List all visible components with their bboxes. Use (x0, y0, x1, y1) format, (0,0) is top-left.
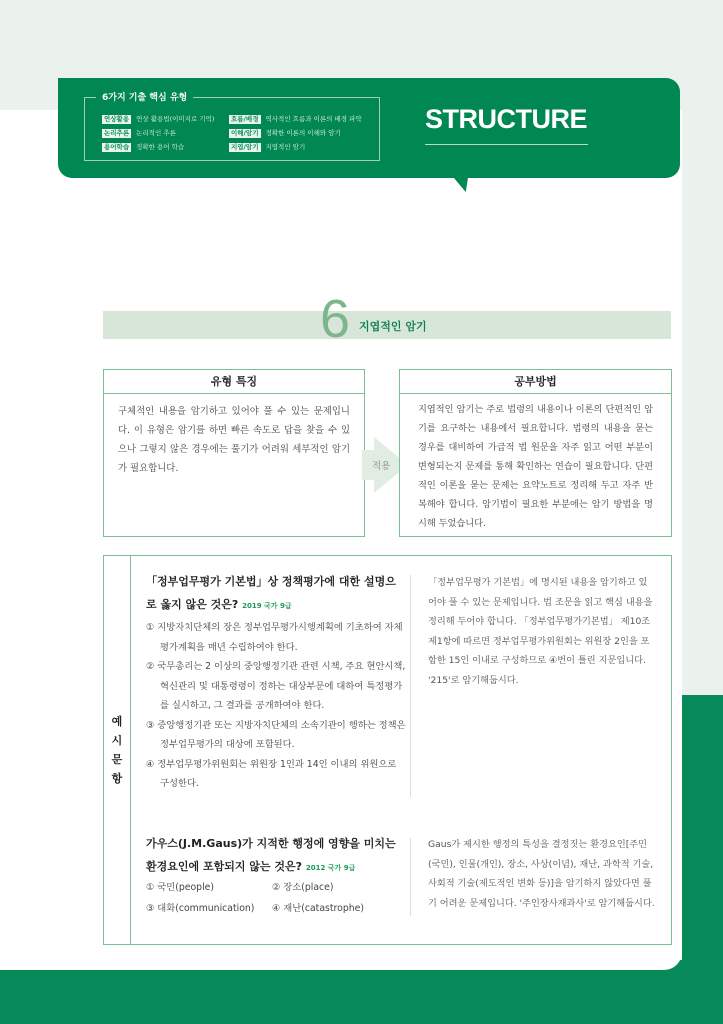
option: ① 지방자치단체의 장은 정부업무평가시행계획에 기초하여 자체평가계획을 매년 수립하여야 한다. (146, 622, 403, 653)
type-item: 지엽/암기 지엽적인 암기 (231, 143, 306, 151)
divider (425, 144, 588, 145)
method-title: 공부방법 (400, 370, 671, 394)
feature-title: 유형 특징 (104, 370, 364, 394)
apply-label: 적용 (372, 461, 391, 472)
option: ② 국무총리는 2 이상의 중앙행정기관 관련 시책, 주요 현안시책, 혁신관리 및 대통령령이 정하는 대상부문에 대하여 특정평가를 실시하고, 그 결과를 공개하여야 한다. (146, 661, 406, 711)
examples-label: 예시문항 (111, 715, 123, 785)
feature-body: 구체적인 내용을 암기하고 있어야 풀 수 있는 문제입니다. 이 유형은 암기를 하면 빠른 속도로 답을 찾을 수 있으나 그렇지 않은 경우에는 풀기가 어려워 세부적인 암기가 필요합니다. (118, 406, 350, 474)
divider (410, 838, 411, 916)
type-item: 연상활용 연상 활용법(이미지로 기억) (104, 115, 215, 123)
option: ④ 재난(catastrophe) (272, 903, 364, 914)
type-item: 용어학습 정확한 용어 학습 (104, 143, 185, 151)
q1-options (146, 618, 406, 794)
structure-title: STRUCTURE (425, 104, 587, 134)
option: ③ 대화(communication) (146, 903, 255, 914)
method-body: 지엽적인 암기는 주로 법령의 내용이나 이론의 단편적인 암기를 요구하는 내용에서 필요합니다. 법령의 내용을 묻는 경우를 대비하여 가급적 법 원문을 자주 읽고 어떤 부분이 변형되는지 문제를 통해 확인하는 연습이 필요합니다. 단편적인 이론을 묻는 문제는 요약노트로 정리해 두고 자주 반복해야 합니다. 암기법이 필요한 부분에는 암기 방법을 명시해 두었습니다. (418, 404, 653, 529)
section-title: 지엽적인 암기 (359, 320, 427, 333)
section-number: 6 (320, 289, 351, 349)
type-item: 이해/암기 정확한 이론의 이해와 암기 (231, 129, 341, 137)
question-1: 「정부업무평가 기본법」상 정책평가에 대한 설명으로 옳지 않은 것은? 2019 국가 9급 (146, 575, 396, 611)
type-item: 흐름/배경 역사적인 흐름과 이론의 배경 파악 (231, 115, 362, 123)
option: ④ 정부업무평가위원회는 위원장 1인과 14인 이내의 위원으로 구성한다. (146, 758, 397, 789)
divider (410, 575, 411, 797)
option: ② 장소(place) (272, 882, 334, 893)
feature-box (103, 369, 365, 537)
option: ① 국민(people) (146, 882, 215, 893)
question-2: 가우스(J.M.Gaus)가 지적한 행정에 영향을 미치는 환경요인에 포함되지 않는 것은? 2012 국가 9급 (146, 837, 396, 873)
type-item: 논리추론 논리적인 추론 (104, 129, 176, 137)
types-title: 6가지 기출 핵심 유형 (96, 90, 193, 103)
q1-explanation: 「정부업무평가 기본법」에 명시된 내용을 암기하고 있어야 풀 수 있는 문제입니다. 법 조문을 읽고 핵심 내용을 정리해 두어야 합니다. 「정부업무평가기본법」 제10조 제1항에 따르면 정부업무평가위원회는 위원장 2인을 포함한 15인 이내로 구성하므로 ④번이 틀린 지문입니다. '215'로 암기해둡시다. (428, 577, 653, 686)
option: ③ 중앙행정기관 또는 지방자치단체의 소속기관이 행하는 정책은 정부업무평가의 대상에 포함된다. (146, 719, 406, 750)
q2-explanation: Gaus가 제시한 행정의 특성을 결정짓는 환경요인[주민(국민), 인물(개인), 장소, 사상(이념), 재난, 과학적 기술, 사회적 기술(제도적인 변화 등)]을 암기하지 않았다면 풀기 어려운 문제입니다. '주인장사재과사'로 암기해둡시다. (428, 839, 655, 909)
method-box (399, 369, 672, 537)
